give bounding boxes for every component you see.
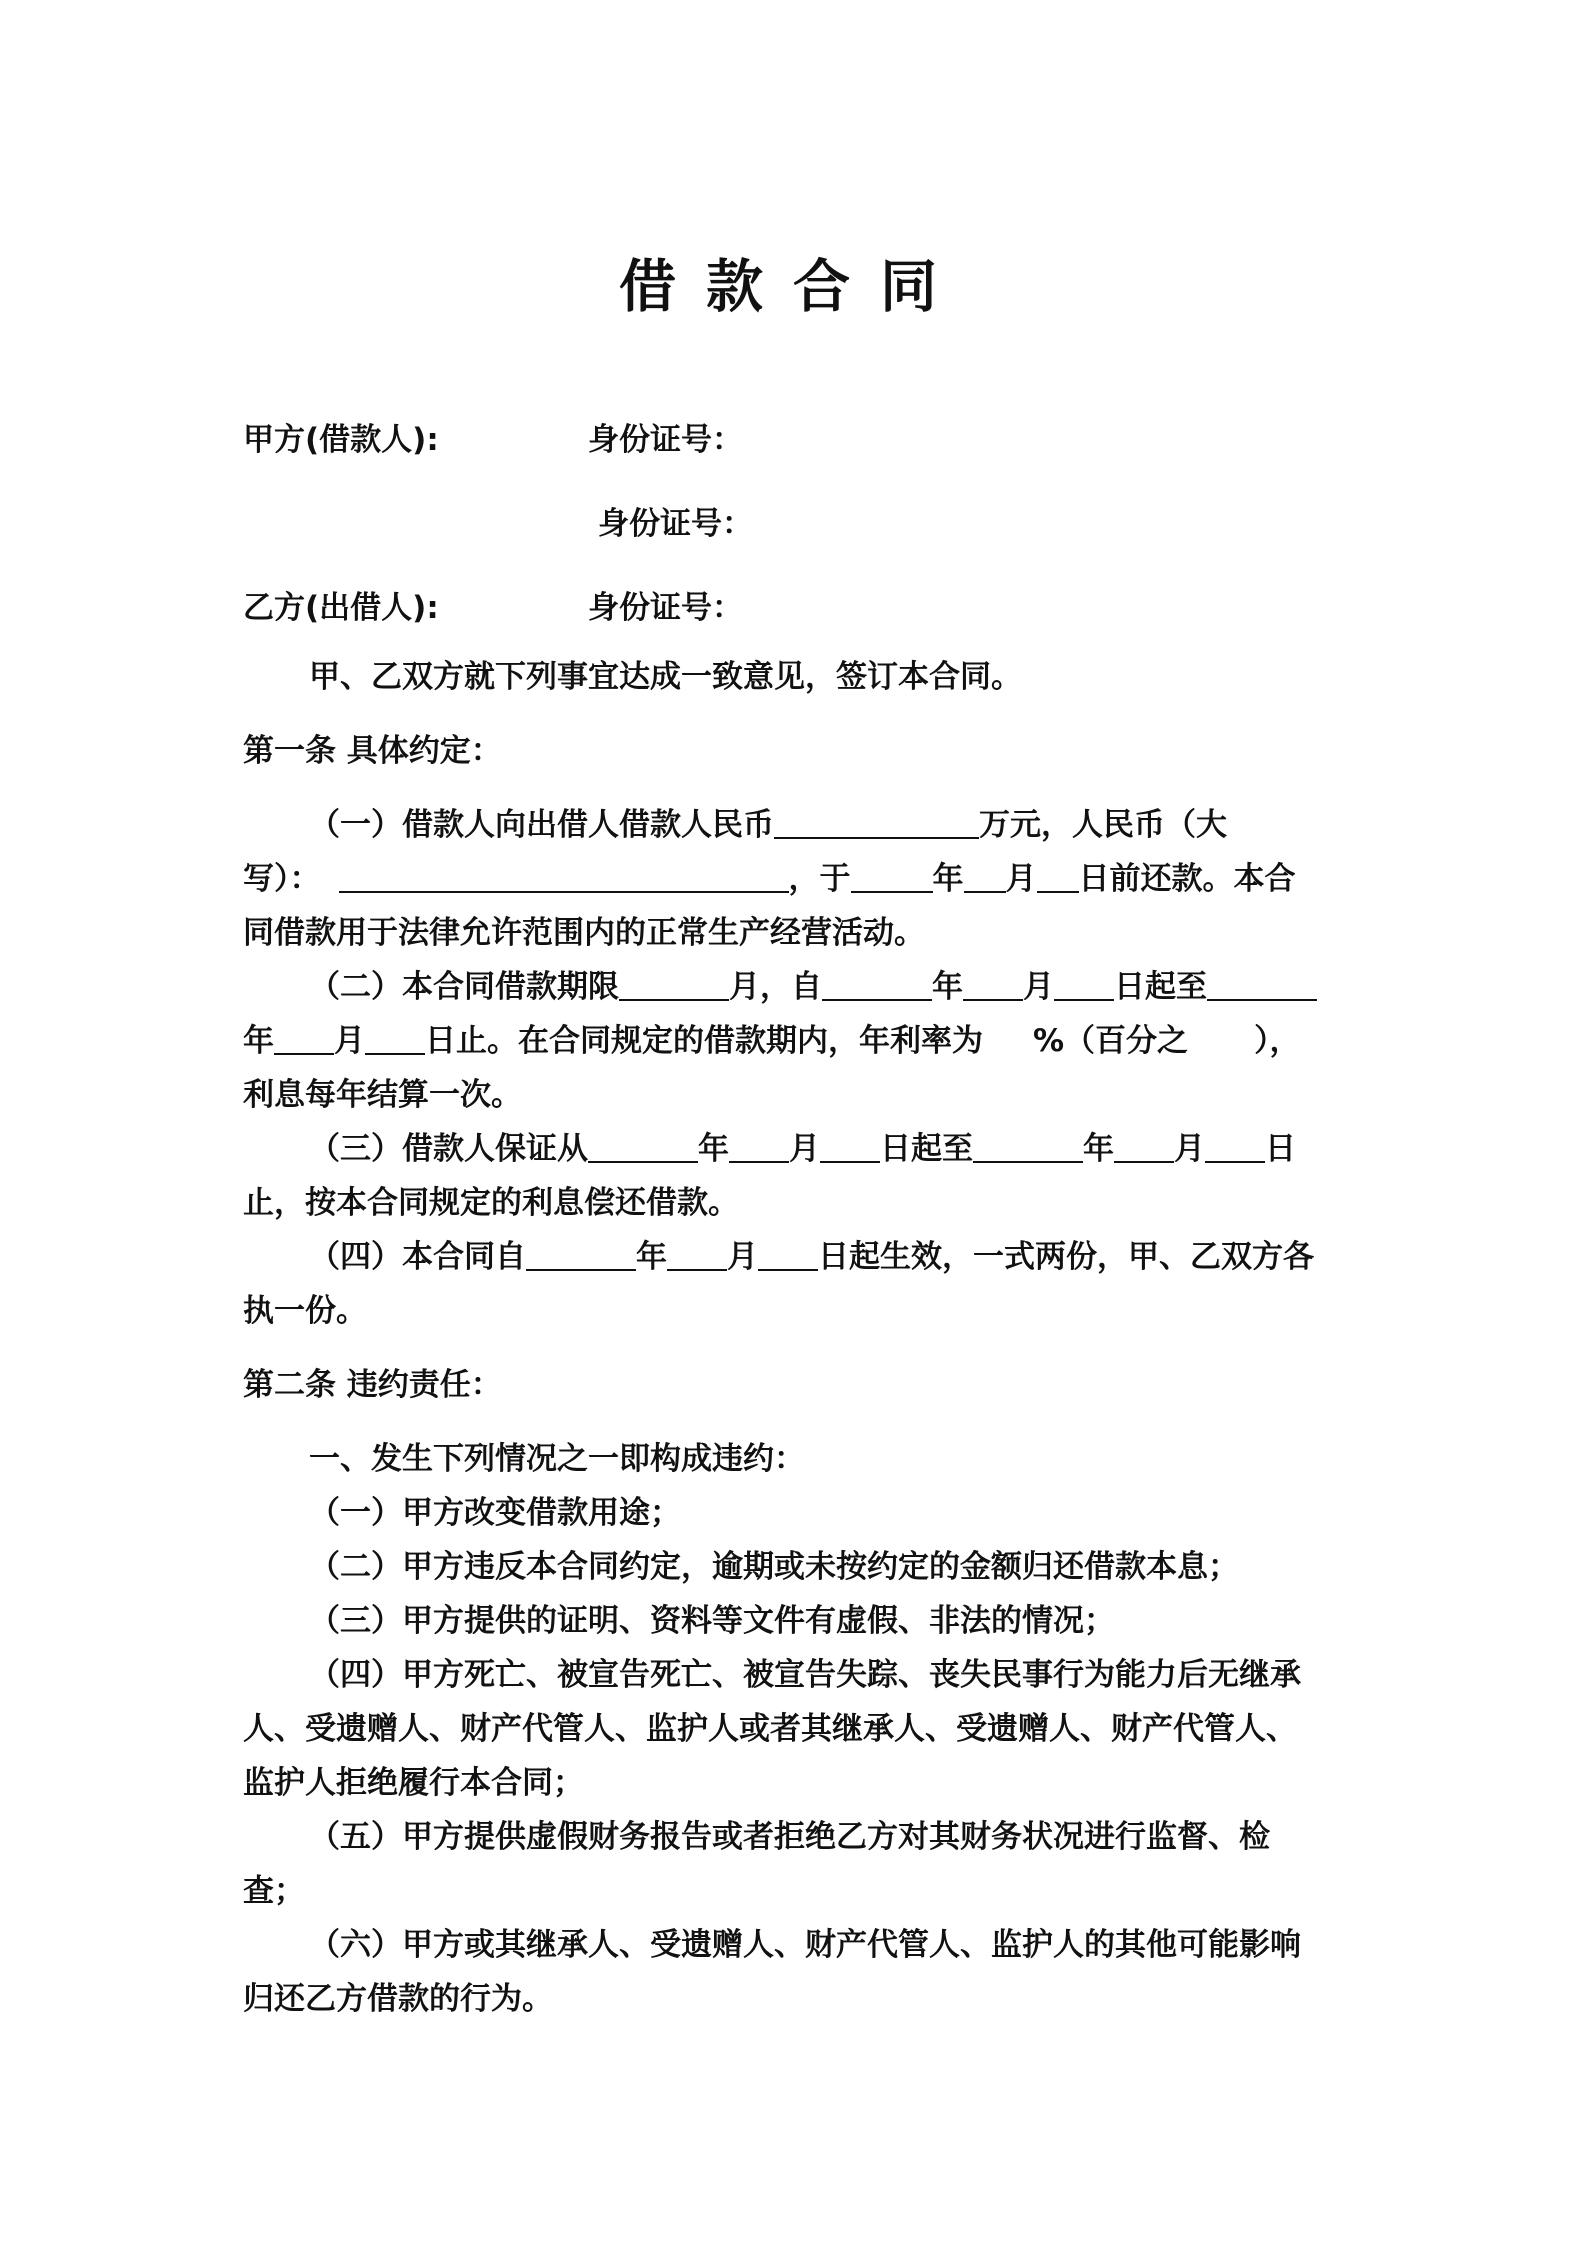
- clause2-text-j: ），: [1254, 1023, 1301, 1059]
- clause2-text-g: 月: [334, 1023, 365, 1059]
- clause1-text-d: ，于: [788, 861, 851, 897]
- party-a-id-label: 身份证号：: [588, 422, 743, 458]
- article1-clause2: [243, 960, 1355, 1122]
- guarantor-id-label: 身份证号：: [598, 506, 753, 542]
- guarantee-end-year-blank[interactable]: [973, 1131, 1083, 1163]
- party-b-label: 乙方(出借人):: [243, 590, 439, 626]
- breach-item-3: （三）甲方提供的证明、资料等文件有虚假、非法的情况；: [309, 1603, 1115, 1639]
- clause2-text-d: 月: [1023, 969, 1054, 1005]
- breach-item-2: （二）甲方违反本合同约定，逾期或未按约定的金额归还借款本息；: [309, 1549, 1239, 1585]
- clause2-text-f: 年: [243, 1023, 274, 1059]
- guarantee-end-month-blank[interactable]: [1114, 1131, 1174, 1163]
- article2-heading: 第二条 违约责任：: [243, 1367, 502, 1403]
- breach-item-5-line1: （五）甲方提供虚假财务报告或者拒绝乙方对其财务状况进行监督、检: [309, 1819, 1270, 1855]
- clause2-text-b: 月，自: [729, 969, 822, 1005]
- guarantee-start-month-blank[interactable]: [729, 1131, 789, 1163]
- effective-month-blank[interactable]: [667, 1239, 727, 1271]
- clause3-text-d: 日起至: [880, 1131, 973, 1167]
- end-day-blank[interactable]: [365, 1023, 425, 1055]
- clause3-text-g: 日: [1265, 1131, 1296, 1167]
- clause1-text-f: 月: [1005, 861, 1037, 897]
- breach-item-4-line1: （四）甲方死亡、被宣告死亡、被宣告失踪、丧失民事行为能力后无继承: [309, 1657, 1301, 1693]
- term-months-blank[interactable]: [619, 969, 729, 1001]
- article1-clause3: [243, 1122, 1355, 1230]
- effective-day-blank[interactable]: [758, 1239, 818, 1271]
- end-year-blank[interactable]: [1207, 969, 1317, 1001]
- guarantee-start-year-blank[interactable]: [588, 1131, 698, 1163]
- article1-clause1: [243, 798, 1355, 960]
- clause4-text-a: （四）本合同自: [309, 1239, 526, 1275]
- clause1-text-b: 万元，人民币（大: [979, 807, 1227, 843]
- clause3-text-h: 止，按本合同规定的利息偿还借款。: [243, 1185, 739, 1221]
- start-month-blank[interactable]: [963, 969, 1023, 1001]
- effective-year-blank[interactable]: [526, 1239, 636, 1271]
- article2-intro: 一、发生下列情况之一即构成违约：: [309, 1441, 805, 1477]
- clause1-text-c: 写）：: [243, 861, 321, 897]
- contract-body: [243, 650, 1355, 2026]
- start-day-blank[interactable]: [1054, 969, 1114, 1001]
- party-a-label: 甲方(借款人):: [243, 422, 439, 458]
- amount-blank[interactable]: [774, 807, 979, 839]
- guarantee-end-day-blank[interactable]: [1205, 1131, 1265, 1163]
- amount-words-blank[interactable]: [339, 861, 789, 893]
- party-b-id-label: 身份证号：: [588, 590, 743, 626]
- clause2-text-a: （二）本合同借款期限: [309, 969, 619, 1005]
- clause2-text-i: %（百分之: [1033, 1023, 1189, 1059]
- clause3-text-b: 年: [698, 1131, 729, 1167]
- breach-item-5-line2: 查；: [243, 1873, 305, 1909]
- article1-clause4: [243, 1230, 1355, 1338]
- clause4-text-e: 执一份。: [243, 1293, 367, 1329]
- article1-heading: 第一条 具体约定：: [243, 733, 502, 769]
- clause3-text-a: （三）借款人保证从: [309, 1131, 588, 1167]
- breach-item-4-line3: 监护人拒绝履行本合同；: [243, 1765, 584, 1801]
- clause1-text-h: 同借款用于法律允许范围内的正常生产经营活动。: [243, 915, 925, 951]
- breach-item-4-line2: 人、受遗赠人、财产代管人、监护人或者其继承人、受遗赠人、财产代管人、: [243, 1711, 1297, 1747]
- start-year-blank[interactable]: [822, 969, 932, 1001]
- clause1-text-e: 年: [932, 861, 964, 897]
- clause2-text-c: 年: [932, 969, 963, 1005]
- breach-item-6-line1: （六）甲方或其继承人、受遗赠人、财产代管人、监护人的其他可能影响: [309, 1927, 1301, 1963]
- clause3-text-f: 月: [1174, 1131, 1205, 1167]
- repay-year-blank[interactable]: [851, 861, 933, 893]
- clause3-text-e: 年: [1083, 1131, 1114, 1167]
- breach-item-1: （一）甲方改变借款用途；: [309, 1495, 681, 1531]
- clause1-text-a: （一）借款人向出借人借款人民币: [309, 807, 774, 843]
- breach-item-6-line2: 归还乙方借款的行为。: [243, 1981, 553, 2017]
- clause1-text-g: 日前还款。本合: [1078, 861, 1296, 897]
- clause2-text-h: 日止。在合同规定的借款期内，年利率为: [425, 1023, 983, 1059]
- end-month-blank[interactable]: [274, 1023, 334, 1055]
- clause4-text-c: 月: [727, 1239, 758, 1275]
- guarantee-start-day-blank[interactable]: [820, 1131, 880, 1163]
- document-title: 借款合同: [619, 254, 967, 320]
- clause4-text-d: 日起生效，一式两份，甲、乙双方各: [818, 1239, 1314, 1275]
- clause2-text-k: 利息每年结算一次。: [243, 1077, 522, 1113]
- clause4-text-b: 年: [636, 1239, 667, 1275]
- clause2-text-e: 日起至: [1114, 969, 1207, 1005]
- preamble: 甲、乙双方就下列事宜达成一致意见，签订本合同。: [309, 659, 1022, 695]
- repay-month-blank[interactable]: [964, 861, 1006, 893]
- repay-day-blank[interactable]: [1037, 861, 1079, 893]
- clause3-text-c: 月: [789, 1131, 820, 1167]
